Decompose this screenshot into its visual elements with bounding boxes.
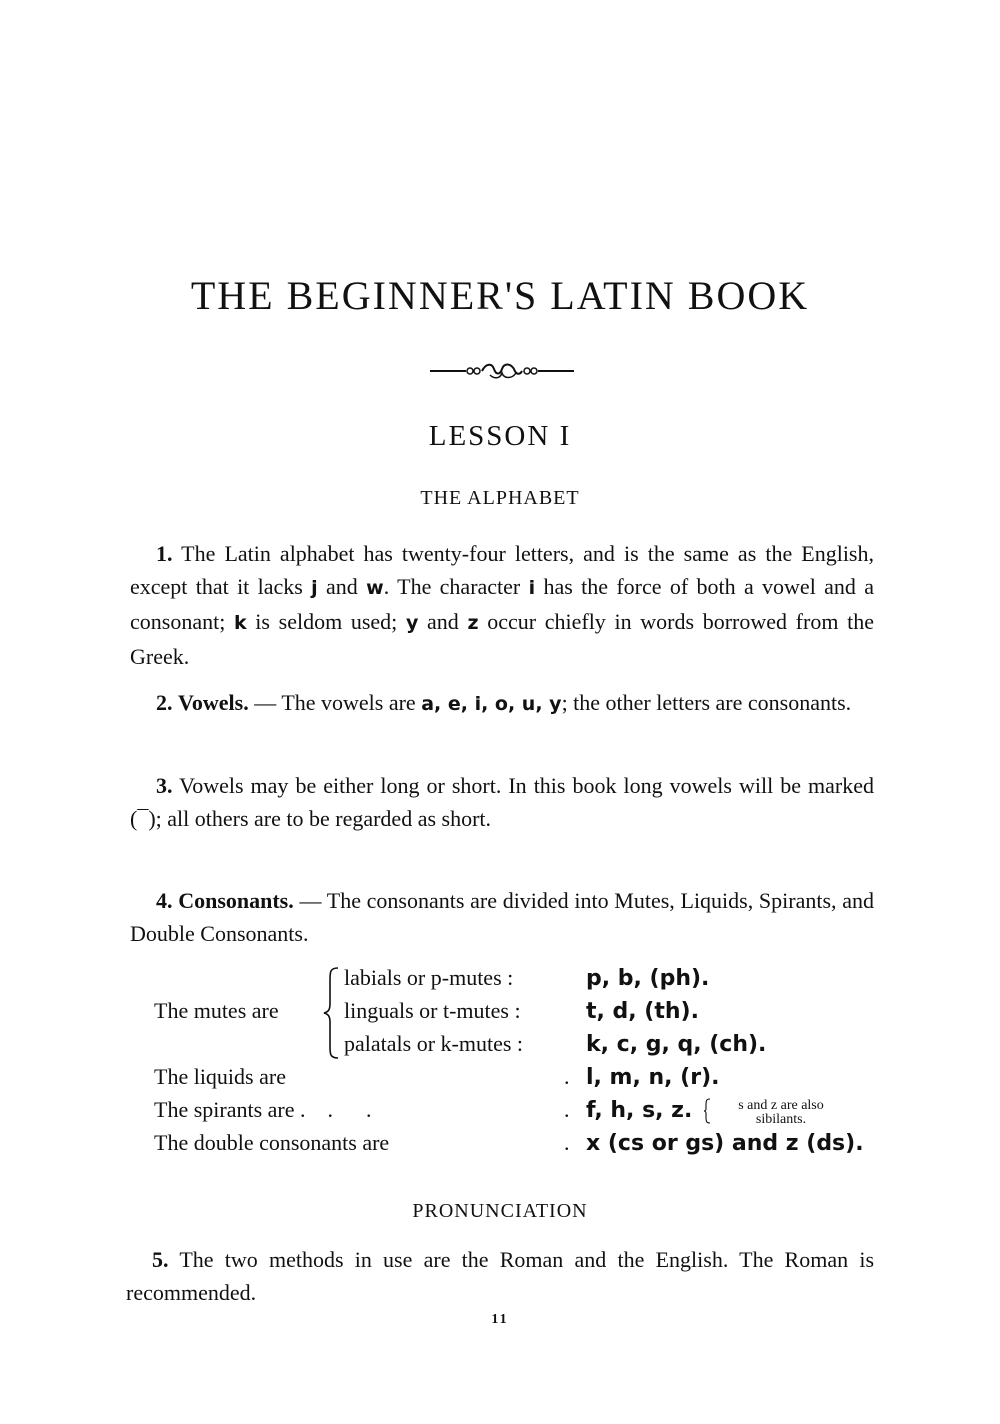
mute-kind: labials or p-mutes : <box>344 965 514 990</box>
latin-letter: i <box>528 577 536 599</box>
latin-letter: w <box>366 577 384 599</box>
paragraph-3: 3. Vowels may be either long or short. In this book long vowels will be marked (¯); all others are to be regarded as short. <box>130 773 875 831</box>
leader-dot: . <box>564 1097 570 1122</box>
paragraph-heading: Consonants. <box>178 888 294 913</box>
sibilants-note: s and z are also sibilants. <box>738 1098 824 1127</box>
section-heading-pronunciation: PRONUNCIATION <box>412 1200 588 1222</box>
spirants-label: The spirants are . . . <box>154 1097 372 1122</box>
mute-kind: palatals or k-mutes : <box>344 1031 524 1056</box>
paragraph-number: 5. <box>152 1247 169 1272</box>
mutes-label: The mutes are <box>154 998 279 1023</box>
latin-letter: z <box>467 612 479 634</box>
double-consonant-letters: x (cs or gs) and z (ds). <box>586 1131 864 1156</box>
leader-dot: . <box>564 1064 570 1089</box>
paragraph-heading: Vowels. <box>178 690 249 715</box>
ornament-icon <box>430 361 574 381</box>
mute-letters: t, d, (th). <box>586 999 699 1024</box>
double-consonants-label: The double consonants are <box>154 1130 390 1155</box>
paragraph-1: 1. The Latin alphabet has twenty-four letters, and is the same as the English, except that it lacks j and w. The character i has the force of both a vowel and a consonant; k is seldom used; y and z occur chiefly in words borrowed from the Greek. <box>130 541 874 669</box>
latin-letter: k <box>233 612 247 634</box>
latin-letter: j <box>311 577 318 599</box>
spirant-letters: f, h, s, z. <box>586 1098 693 1123</box>
liquid-letters: l, m, n, (r). <box>586 1065 720 1090</box>
paragraph-number: 2. <box>156 690 173 715</box>
mute-letters: p, b, (ph). <box>586 966 710 991</box>
paragraph-4: 4. Consonants. — The consonants are divided into Mutes, Liquids, Spirants, and Double Consonants. <box>130 888 875 946</box>
lesson-heading: LESSON I <box>428 420 572 452</box>
page-number: 11 <box>491 1312 509 1327</box>
mute-kind: linguals or t-mutes : <box>344 998 521 1023</box>
leader-dot: . <box>564 1130 570 1155</box>
paragraph-number: 1. <box>156 541 173 566</box>
paragraph-2: 2. Vowels. — The vowels are a, e, i, o, u, y; the other letters are consonants. <box>156 690 852 715</box>
paragraph-5: 5. The two methods in use are the Roman and the English. The Roman is recommended. <box>126 1247 875 1305</box>
latin-letter: y <box>405 612 419 634</box>
book-title: THE BEGINNER'S LATIN BOOK <box>190 273 810 318</box>
left-brace-icon <box>322 966 340 1060</box>
latin-letters: a, e, i, o, u, y <box>421 693 562 715</box>
paragraph-number: 4. <box>156 888 173 913</box>
section-heading-alphabet: THE ALPHABET <box>420 487 580 509</box>
paragraph-number: 3. <box>156 773 173 798</box>
small-brace-icon <box>703 1098 711 1124</box>
liquids-label: The liquids are <box>154 1064 286 1089</box>
mute-letters: k, c, g, q, (ch). <box>586 1032 767 1057</box>
